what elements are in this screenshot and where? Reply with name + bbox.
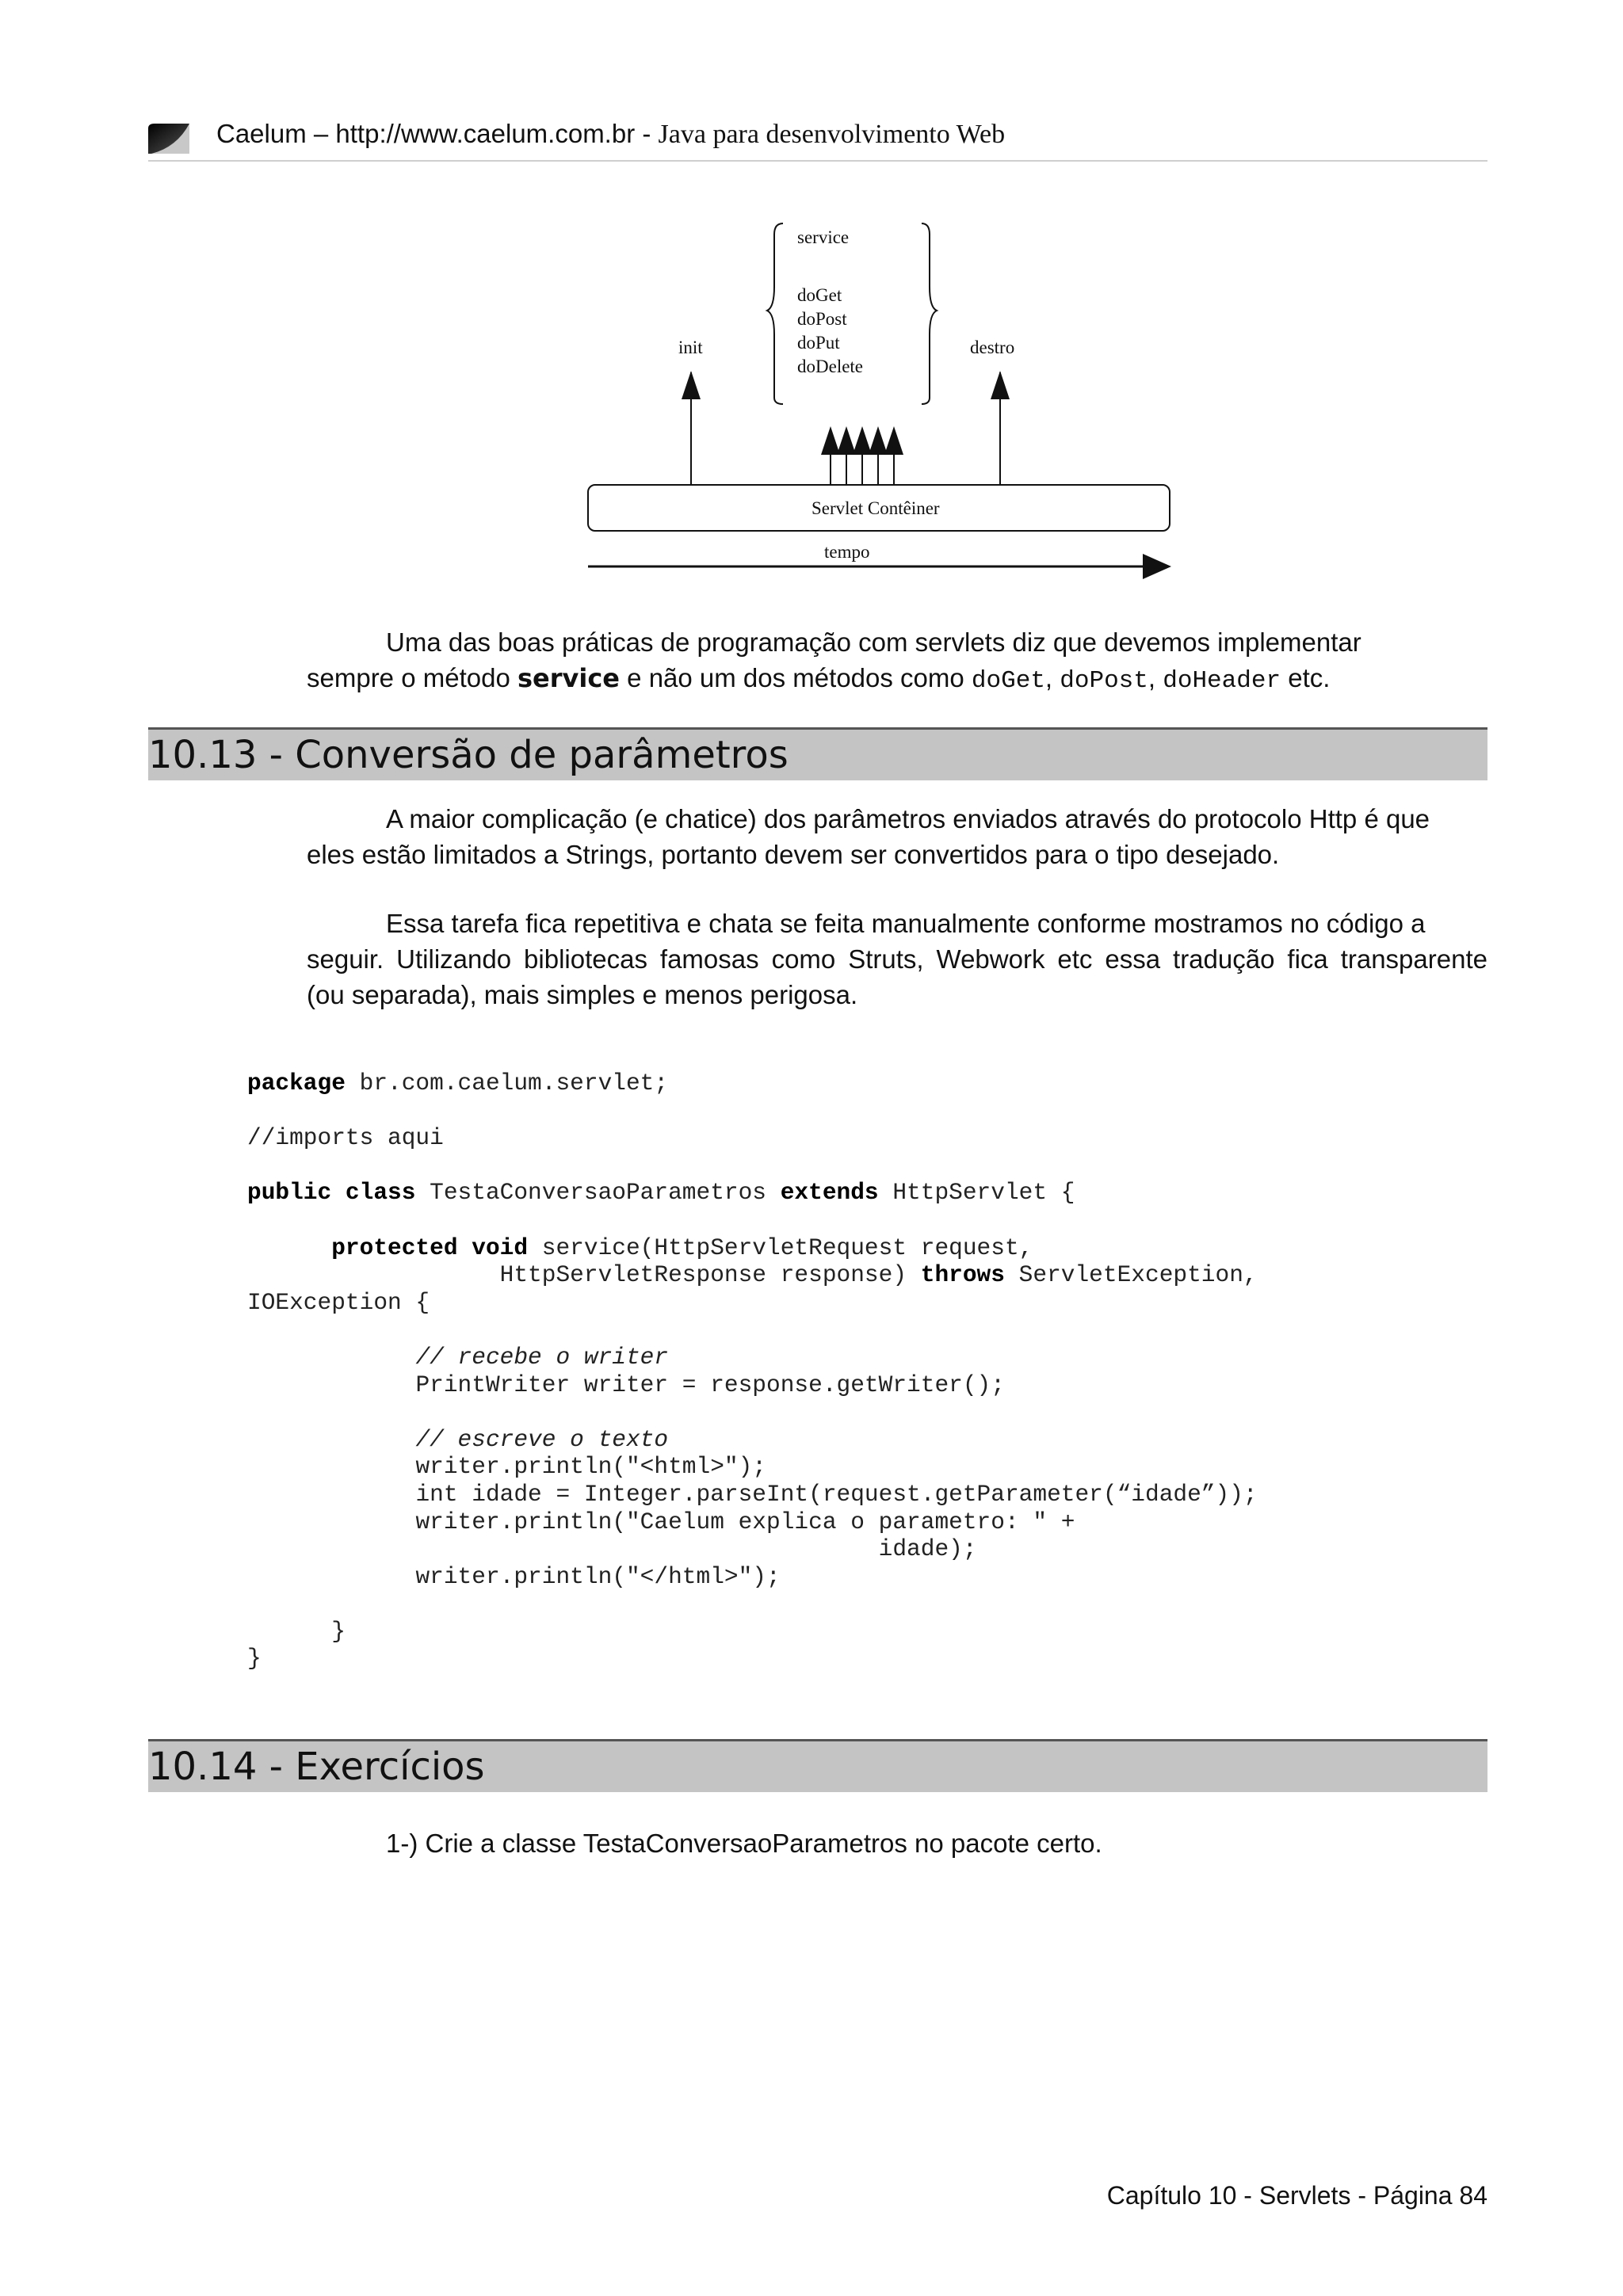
paragraph-line: Essa tarefa fica repetitiva e chata se feita manualmente conforme mostramos no código a: [386, 909, 1426, 938]
init-arrow-icon: [682, 371, 701, 399]
header-site: Caelum – http://www.caelum.com.br -: [216, 119, 659, 148]
header-book-title: Java para desenvolvimento Web: [658, 120, 1006, 149]
section-title: 10.14 - Exercícios: [148, 1745, 485, 1789]
section-title: 10.13 - Conversão de parâmetros: [148, 733, 789, 777]
paragraph-line: A maior complicação (e chatice) dos parâmetros enviados através do protocolo Http é que: [386, 804, 1430, 833]
caelum-logo-icon: [148, 124, 189, 154]
section-10-13-paragraph-1: [307, 801, 1487, 872]
code-doget: doGet: [971, 667, 1045, 695]
right-brace: [922, 223, 937, 404]
code-dopost: doPost: [1060, 667, 1148, 695]
method-dodelete: doDelete: [797, 357, 864, 376]
service-bold: service: [517, 663, 620, 693]
section-10-13-paragraph-2: [307, 906, 1487, 1013]
method-dopost: doPost: [797, 309, 847, 329]
paragraph-line: seguir. Utilizando bibliotecas famosas como Struts, Webwork etc essa tradução fica transparente: [307, 944, 1487, 974]
intro-line-1: Uma das boas práticas de programação com servlets diz que devemos implementar: [386, 627, 1361, 657]
page-header: [148, 117, 1487, 162]
servlet-lifecycle-diagram: [579, 214, 1189, 586]
page-footer: Capítulo 10 - Servlets - Página 84: [1106, 2181, 1487, 2210]
service-arrows: [821, 426, 903, 485]
method-doput: doPut: [797, 333, 840, 353]
service-label: service: [797, 227, 850, 247]
time-label: tempo: [824, 542, 870, 562]
left-brace: [767, 223, 783, 404]
intro-paragraph: [307, 624, 1487, 699]
servlet-container-label: Servlet Contêiner: [812, 498, 940, 518]
init-label: init: [678, 338, 703, 357]
section-heading-10-14: [148, 1739, 1487, 1792]
destroy-label: destro: [970, 338, 1015, 357]
header-title: [216, 119, 1005, 150]
code-listing: package br.com.caelum.servlet; //imports aqui public class TestaConversaoParametros extends HttpServlet { protected void service(HttpServletRequest request, HttpServletResponse response) throws ServletException, IOException { // recebe o writer PrintWriter writer = response.getWriter(); // escreve o texto writer.println("<html>"); int idade = Integer.parseInt(request.getParameter(“idade”)); writer.println("Caelum explica o parametro: " + idade); writer.println("</html>"); } }: [247, 1070, 1258, 1672]
exercise-item-1: 1-) Crie a classe TestaConversaoParametros no pacote certo.: [386, 1829, 1102, 1858]
section-heading-10-13: [148, 727, 1487, 780]
intro-line-2: sempre o método service e não um dos métodos como doGet, doPost, doHeader etc.: [307, 663, 1331, 695]
method-doget: doGet: [797, 285, 842, 305]
code-doheader: doHeader: [1163, 667, 1281, 695]
time-arrow-icon: [1143, 554, 1171, 579]
destroy-arrow-icon: [991, 371, 1010, 399]
paragraph-line: (ou separada), mais simples e menos perigosa.: [307, 980, 858, 1009]
paragraph-line: eles estão limitados a Strings, portanto devem ser convertidos para o tipo desejado.: [307, 840, 1280, 869]
